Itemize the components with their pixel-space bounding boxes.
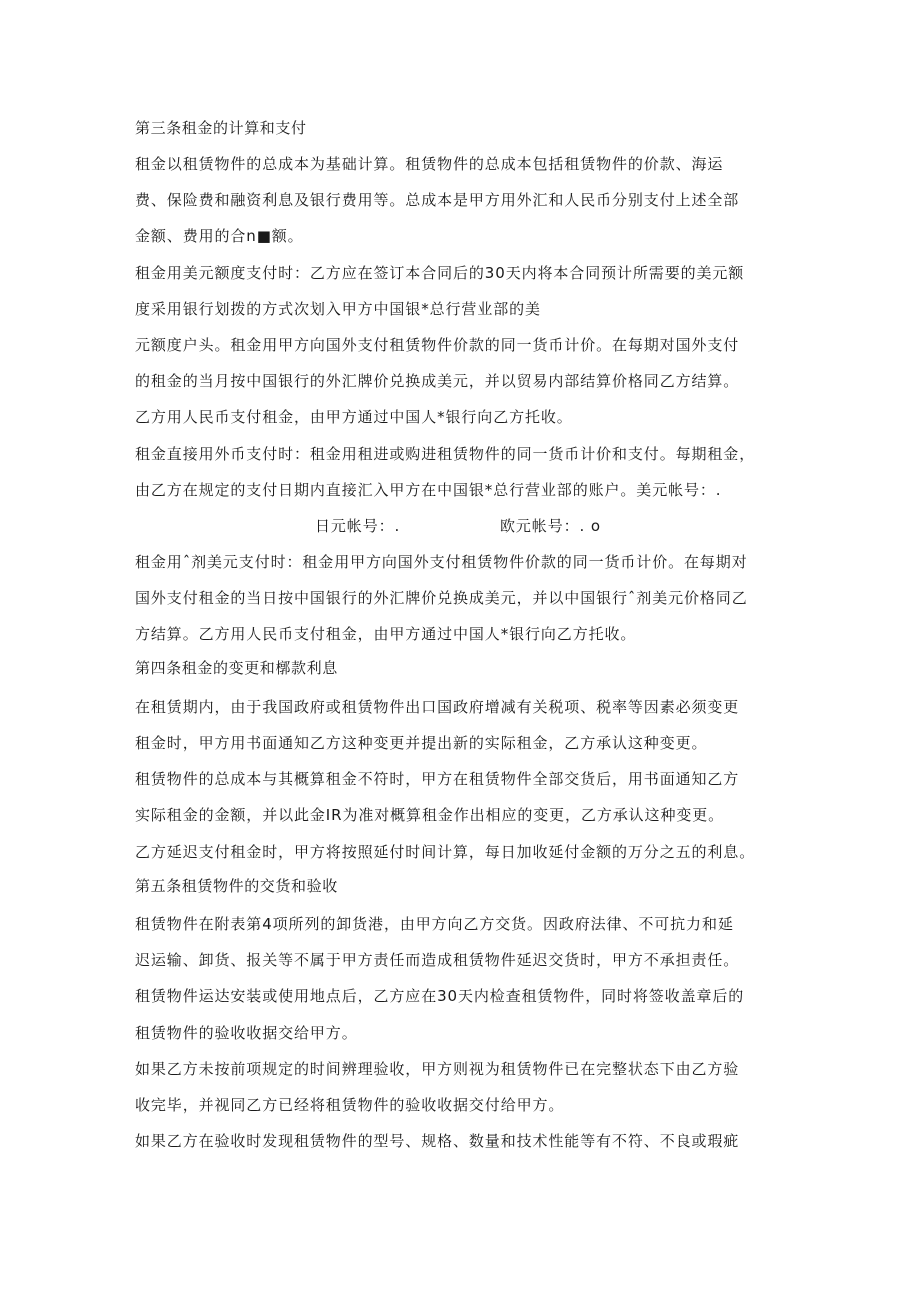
paragraph-line: 如果乙方在验收时发现租赁物件的型号、规格、数量和技术性能等有不符、不良或瑕疵 [135,1132,740,1150]
paragraph-line: 度采用银行划拨的方式次划入甲方中国银*总行营业部的美 [135,300,541,318]
paragraph-line: 金额、费用的合n■额。 [135,227,304,245]
paragraph-line: 在租赁期内，由于我国政府或租赁物件出口国政府增减有关税项、税率等因素必须变更 [135,698,740,716]
paragraph-line: 的租金的当月按中国银行的外汇牌价兑换成美元，并以贸易内部结算价格同乙方结算。 [135,372,740,390]
paragraph-line: 租金以租赁物件的总成本为基础计算。租赁物件的总成本包括租赁物件的价款、海运 [135,155,724,173]
paragraph-line: 国外支付租金的当日按中国银行的外汇牌价兑换成美元，并以中国银行ˆ剂美元价格同乙 [135,589,748,607]
paragraph-line: 费、保险费和融资利息及银行费用等。总成本是甲方用外汇和人民币分别支付上述全部 [135,191,740,209]
paragraph-line: 乙方延迟支付租金时，甲方将按照延付时间计算，每日加收延付金额的万分之五的利息。 [135,843,756,861]
euro-account: 欧元帐号：. o [500,517,601,535]
paragraph-line: 租赁物件在附表第4项所列的卸货港，由甲方向乙方交货。因政府法律、不可抗力和延 [135,915,734,933]
yen-account: 日元帐号：. [315,517,401,535]
article-4-heading: 第四条租金的变更和槨款利息 [135,659,338,677]
paragraph-line: 由乙方在规定的支付日期内直接汇入甲方在中国银*总行营业部的账户。美元帐号：. [135,481,722,499]
paragraph-line: 租金时，甲方用书面通知乙方这种变更并提出新的实际租金，乙方承认这种变更。 [135,734,708,752]
paragraph-line: 实际租金的金额，并以此金IR为准对概算租金作出相应的变更，乙方承认这种变更。 [135,806,725,824]
paragraph-line: 租金直接用外币支付时：租金用租进或购进租赁物件的同一货币计价和支付。每期租金， [135,445,756,463]
paragraph-line: 如果乙方未按前项规定的时间辨理验收，甲方则视为租赁物件已在完整状态下由乙方验 [135,1060,740,1078]
paragraph-line: 迟运输、卸货、报关等不属于甲方责任而造成租赁物件延迟交货时，甲方不承担责任。 [135,951,740,969]
paragraph-line: 租赁物件的总成本与其概算租金不符时，甲方在租赁物件全部交货后，用书面通知乙方 [135,770,740,788]
article-3-heading: 第三条租金的计算和支付 [135,119,307,137]
paragraph-line: 元额度户头。租金用甲方向国外支付租赁物件价款的同一货币计价。在每期对国外支付 [135,336,740,354]
article-5-heading: 第五条租赁物件的交货和验收 [135,877,338,895]
paragraph-line: 租赁物件的验收收据交给甲方。 [135,1024,358,1042]
paragraph-line: 租赁物件运达安装或使用地点后，乙方应在30天内检查租赁物件，同时将签收盖章后的 [135,987,745,1005]
paragraph-line: 收完毕，并视同乙方已经将租赁物件的验收收据交付给甲方。 [135,1096,565,1114]
paragraph-line: 租金用ˆ剂美元支付时：租金用甲方向国外支付租赁物件价款的同一货币计价。在每期对 [135,553,748,571]
paragraph-line: 租金用美元额度支付时：乙方应在签订本合同后的30天内将本合同预计所需要的美元额 [135,264,745,282]
paragraph-line: 方结算。乙方用人民币支付租金，由甲方通过中国人*银行向乙方托收。 [135,625,637,643]
paragraph-line: 乙方用人民币支付租金，由甲方通过中国人*银行向乙方托收。 [135,408,573,426]
